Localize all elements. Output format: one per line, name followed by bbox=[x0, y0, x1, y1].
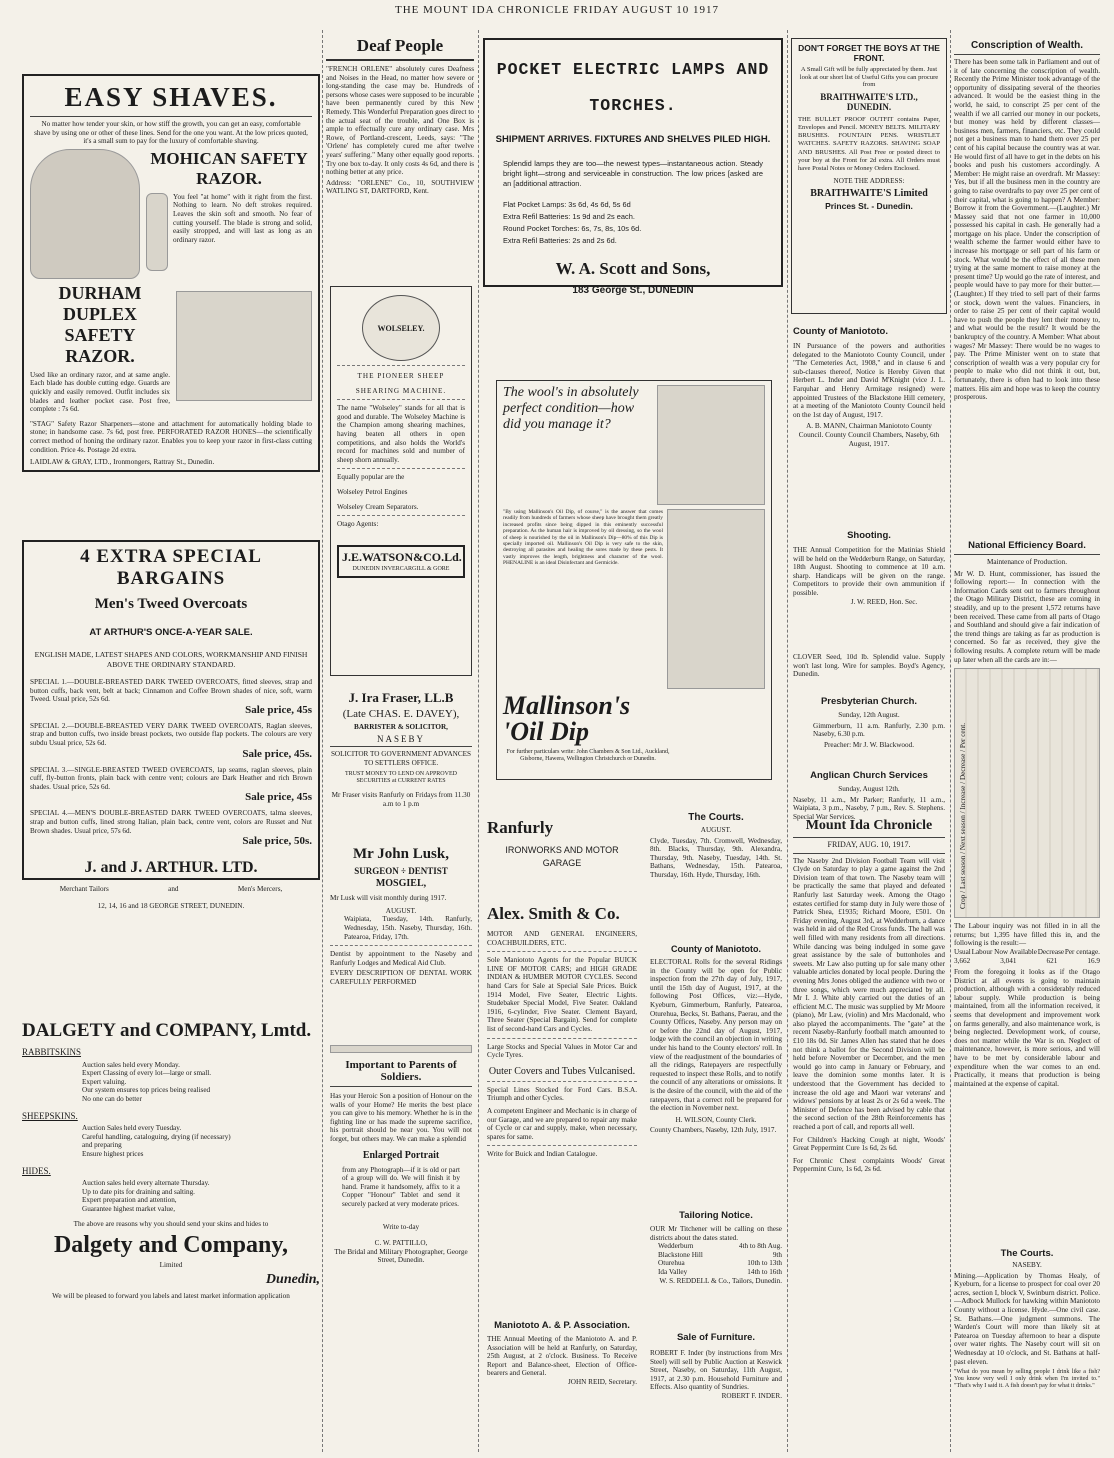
arthur-sale: AT ARTHUR'S ONCE-A-YEAR SALE. bbox=[89, 627, 253, 638]
courts-naseby-town: NASEBY. bbox=[1012, 1261, 1042, 1269]
presbyterian-date: Sunday, 12th August. bbox=[838, 711, 900, 719]
ranfurly-sub: IRONWORKS AND MOTOR GARAGE bbox=[505, 845, 619, 868]
lusk-dentist: Dentist by appointment to the Naseby and Ranfurly Lodges and Medical Aid Club. bbox=[330, 950, 472, 967]
labour-header: Per centage. bbox=[1064, 947, 1100, 956]
list-item: Guarantee highest market value, bbox=[82, 1204, 175, 1213]
parents-subtitle: Enlarged Portrait bbox=[362, 1149, 440, 1161]
ap-notice bbox=[487, 1320, 637, 1387]
furniture-sale bbox=[650, 1332, 782, 1401]
parents-body-2: from any Photograph—if it is old or part of a group will do. We will finish it by hand. Frame it handsomely, affix to it a Copper "Honour" Tablet and send it securely packed at very moderate prices. bbox=[342, 1165, 460, 1208]
column-divider bbox=[478, 30, 479, 1452]
smith-title: Alex. Smith & Co. bbox=[487, 904, 620, 923]
labour-value: 3,041 bbox=[1000, 956, 1017, 965]
easy-shaves-title: EASY SHAVES. bbox=[64, 82, 278, 112]
dalgety-reasons: The above are reasons why you should send your skins and hides to bbox=[73, 1219, 269, 1228]
arthur-lead: ENGLISH MADE, LATEST SHAPES AND COLORS, WORKMANSHIP AND FINISH ABOVE THE ORDINARY STANDARD. bbox=[34, 650, 308, 669]
ranfurly-title: Ranfurly bbox=[487, 818, 554, 837]
list-item: Auction Sales held every Tuesday. bbox=[82, 1124, 182, 1133]
shooting-title: Shooting. bbox=[847, 530, 891, 541]
fraser-town: NASEBY bbox=[376, 733, 425, 744]
deaf-address: Address: "ORLENE" Co., 10, SOUTHVIEW WATLING ST, DARTFORD, Kent. bbox=[326, 178, 474, 196]
labour-value: 16.9 bbox=[1087, 956, 1100, 965]
list-item: Expert valuing. bbox=[82, 1077, 127, 1086]
chronicle-body: The Naseby 2nd Division Football Team will visit Clyde on Saturday to play a game against the 2nd Division team of that town. The Naseby team will be practically the same that played and defeated Ranfurly last Saturday week. Among the Otago estates certified for stamp duty in July were those of Patrick Shea, £1935; Richard Moore, £501. On Friday evening, August 3rd, at Wedderburn, a dance was held in aid of the Red Cross funds. The hall was well filled with many residents from all directions. While dancing was being indulged in some gave great assistance by the sale of buttonholes and sweets. Mr Law also putting up for sale many other valuable articles donated by local people. During the evening Mrs Jones obliged the audience with two or three songs, which were much appreciated by all. Mr I. J. White ably carried out the duties of an efficient M.C. The music was supplied by Mr Moore (piano), Mr Law, (violin) and Mrs Macdonald, who also played the accompaniments. The "gate" at the recent Naseby-Ranfurly football match amounted to £10 18s 0d. Sir James Allen has stated that he does not think a ballot for the Second Division will be held before November or December, and the men would go into camp in January or February, and leave the dominion some months later. It is understood that the Government has decided to increase the old age and Maori war veterans' and widows' pensions by at least 2s or 2s 6d a week. The Minister of Defence has been advised by cable that the second section of the 28th Reinforcements has reached a port of call, and reports all well. bbox=[793, 856, 945, 1131]
lamps-body: Splendid lamps they are too—the newest types—instantaneous action. Steady bright light—strong and serviceable in construction. The low prices [asked are an [additional attraction. bbox=[503, 159, 763, 188]
arthur-trade-and: and bbox=[168, 885, 179, 894]
lusk-month: AUGUST. bbox=[385, 906, 417, 915]
chronicle-date: FRIDAY, AUG. 10, 1917. bbox=[827, 840, 911, 849]
dalgety-city: Dunedin, bbox=[265, 1271, 320, 1287]
list-item: Expert Classing of every lot—large or small. bbox=[82, 1069, 212, 1078]
deaf-title: Deaf People bbox=[326, 36, 474, 61]
farmers-illustration bbox=[657, 385, 765, 505]
arthur-item-price: Sale price, 45s bbox=[245, 703, 312, 716]
parents-write: Write to-day bbox=[382, 1222, 420, 1231]
smith-ad bbox=[487, 904, 637, 1159]
lamps-ad bbox=[483, 38, 783, 296]
dalgety-limited: Limited bbox=[159, 1261, 183, 1270]
boys-intro: A Small Gift will be fully appreciated by them. Just look at our short list of Useful Gifts you can procure from bbox=[799, 66, 939, 89]
tailor-place: Oturehua bbox=[658, 1259, 685, 1268]
wolseley-logo bbox=[362, 295, 440, 361]
column-divider bbox=[322, 30, 323, 1452]
chronicle-ad-2: For Chronic Chest complaints Woods' Great Peppermint Cure, 1s 6d, 2s 6d. bbox=[793, 1156, 945, 1174]
easy-shaves-ad bbox=[22, 74, 320, 472]
wolseley-body: The name "Wolseley" stands for all that is good and durable. The Wolseley Machine is the Champion among shearing machines, having beaten all others in open competitions, and also holds the World's record for machines sold and number of sheep shorn annually. bbox=[337, 404, 465, 464]
boys-title: DON'T FORGET THE BOYS AT THE FRONT. bbox=[798, 43, 940, 63]
fraser-role: BARRISTER & SOLICITOR, bbox=[354, 723, 448, 731]
tailoring-notice bbox=[650, 1210, 782, 1285]
sheep-illustration bbox=[667, 509, 765, 689]
ap-title: Maniototo A. & P. Association. bbox=[494, 1320, 630, 1331]
tailor-dates: 14th to 16th bbox=[747, 1267, 782, 1276]
fraser-name: J. Ira Fraser, LL.B bbox=[348, 690, 454, 705]
watson-logo bbox=[337, 545, 465, 579]
lusk-ad bbox=[330, 846, 472, 987]
pattillo-firm: The Bridal and Military Photographer, George Street, Dunedin. bbox=[334, 1247, 468, 1265]
lamps-sub: SHIPMENT ARRIVES. FIXTURES AND SHELVES PILED HIGH. bbox=[495, 134, 771, 145]
dalgety-ad bbox=[22, 1020, 320, 1440]
labour-header: Decrease bbox=[1037, 947, 1065, 956]
durham-razor-case-illustration bbox=[176, 291, 312, 401]
wolseley-line-1: Wolseley Petrol Engines bbox=[337, 487, 408, 496]
wolseley-ad bbox=[330, 286, 472, 676]
shooting-notice bbox=[793, 530, 945, 606]
arthur-item-price: Sale price, 50s. bbox=[242, 835, 312, 848]
dalgety-footer: We will be pleased to forward you labels and latest market information application bbox=[52, 1291, 290, 1300]
tailor-place: Ida Valley bbox=[658, 1267, 688, 1276]
conscription-title: Conscription of Wealth. bbox=[970, 40, 1084, 51]
chronicle-column bbox=[793, 818, 945, 1174]
mallinson-brand: Mallinson's 'Oil Dip bbox=[503, 691, 631, 746]
fraser-trust: TRUST MONEY TO LEND ON APPROVED SECURITIES at CURRENT RATES bbox=[345, 771, 457, 785]
arthur-item-text: SPECIAL 4.—MEN'S DOUBLE-BREASTED DARK TWEED OVERCOATS, talma sleeves, strap and button cuffs, lined strong Italian, plain back, centre vent, colors are Russet and Nut Brown shades. Usual price, 57s 6d. bbox=[30, 809, 312, 835]
stag-sharpeners-text: "STAG" Safety Razor Sharpeners—stone and attachment for automatically holding blade to stone; in handsome case. 7s 6d, post free. PERFORATED RAZOR HONES—the scientifically correct method of honing the ordinary razor. Enables you to keep your razor in first-class cutting condition. Price 4s. Postage 2d extra. bbox=[30, 419, 312, 454]
county-cemetery-body: IN Pursuance of the powers and authorities delegated to the Maniototo County Council, under "The Cemeteries Act, 1908," and in clause 6 and sub-clauses thereof, Notice is Hereby Given that Herbert L. Inder and David M'Knight (vice J. L. Farquhar and Henry Armitage resigned) were appointed Trustees of the Blackstone Hill cemetery, at a meeting of the Maniototo County Council held on the 1st day of August, 1917. bbox=[793, 342, 945, 419]
mallinson-headline: The wool's in absolutely perfect condition—how did you manage it? bbox=[503, 385, 639, 432]
arthur-item bbox=[30, 809, 312, 847]
presbyterian-notice bbox=[793, 696, 945, 749]
list-item: Careful handling, cataloguing, drying (if necessary) bbox=[82, 1132, 231, 1141]
lamps-title: POCKET ELECTRIC LAMPS AND TORCHES. bbox=[496, 60, 770, 115]
boys-big: BRAITHWAITE'S Limited bbox=[810, 187, 928, 199]
arthur-trade-a: Merchant Tailors bbox=[59, 885, 109, 894]
courts-list: Clyde, Tuesday, 7th. Cromwell, Wednesday, 8th. Blacks, Thursday, 9th. Alexandra, Thursday, 9th. Naseby, Tuesday, 14th. St. Bathans, Wednesday, 15th. Patearoa, Thursday, 16th. Hyde, Thursday, 16th. bbox=[650, 836, 782, 879]
parents-body: Has your Heroic Son a position of Honour on the walls of your Home? He merits the best place you can give to his memory. Whether he is in the fighting line or has made the supreme sacrifice, his portrait should be near you. You will not forget, but others may. We can make a splendid bbox=[330, 1092, 472, 1143]
ornamental-banner bbox=[330, 1045, 472, 1053]
shooting-sign: J. W. REED, Hon. Sec. bbox=[850, 597, 918, 606]
page-masthead: THE MOUNT IDA CHRONICLE FRIDAY AUGUST 10 1917 bbox=[395, 4, 719, 16]
list-item: Auction sales held every Monday. bbox=[82, 1060, 180, 1069]
chronicle-ad-1: For Children's Hacking Cough at night, Woods' Great Peppermint Cure 1s 6d, 2s 6d. bbox=[793, 1135, 945, 1153]
lamp-price-line: Extra Refil Batteries: 1s 9d and 2s each. bbox=[503, 212, 635, 221]
clover-text: CLOVER Seed, 10d lb. Splendid value. Supply won't last long. Wire for samples. Boyd's Agency, Dunedin. bbox=[793, 653, 945, 679]
arthur-item-text: SPECIAL 2.—DOUBLE-BREASTED VERY DARK TWEED OVERCOATS, Raglan sleeves, strap and button cuffs, two inside breast pockets, two outside flap pockets. The colours are very subdu Usual price, 52s 6d. bbox=[30, 721, 312, 747]
tailor-dates: 10th to 13th bbox=[747, 1259, 782, 1268]
lusk-visit: Mr Lusk will visit monthly during 1917. bbox=[330, 894, 447, 903]
easy-shaves-intro: No matter how tender your skin, or how stiff the growth, you can get an easy, comfortable shave by using one or other of these lines. Send for the one you want. At the low prices quoted, it's a small sum to pay for the luxury of comfortable shaving. bbox=[34, 120, 308, 146]
anglican-title: Anglican Church Services bbox=[810, 770, 928, 781]
labour-value: 621 bbox=[1046, 956, 1058, 965]
arthur-item-price: Sale price, 45s. bbox=[242, 747, 312, 760]
county-electoral-title: County of Maniototo. bbox=[671, 944, 761, 954]
tailor-row bbox=[650, 1259, 782, 1268]
list-item: Ensure highest prices bbox=[82, 1149, 144, 1158]
lamp-price-line: Extra Refil Batteries: 2s and 2s 6d. bbox=[503, 236, 617, 245]
arthur-item-price: Sale price, 45s bbox=[245, 791, 312, 804]
courts-naseby-article bbox=[954, 1248, 1100, 1390]
arthur-item-text: SPECIAL 3.—SINGLE-BREASTED TWEED OVERCOATS, lap seams, raglan sleeves, plain cuff, fly-button fronts, plain back with centre vent; colours are Dark Heather and rich Brown shades. Usual price, 52s 6d. bbox=[30, 765, 312, 791]
arthur-item bbox=[30, 722, 312, 760]
tailor-row bbox=[650, 1251, 782, 1260]
column-divider bbox=[950, 30, 951, 1452]
scott-firm: W. A. Scott and Sons, bbox=[555, 259, 711, 278]
watson-sub: DUNEDIN INVERCARGILL & GORE bbox=[352, 565, 450, 572]
tailor-dates: 4th to 8th Aug. bbox=[738, 1242, 782, 1251]
arthur-subtitle: Men's Tweed Overcoats bbox=[94, 596, 248, 612]
fraser-govt: SOLICITOR TO GOVERNMENT ADVANCES TO SETTLERS OFFICE. bbox=[330, 750, 472, 767]
smith-stocks: Large Stocks and Special Values in Motor Car and Cycle Tyres. bbox=[487, 1042, 637, 1060]
wolseley-also: Equally popular are the bbox=[337, 473, 405, 482]
presbyterian-title: Presbyterian Church. bbox=[820, 696, 918, 707]
clover-notice bbox=[793, 653, 945, 679]
conscription-article bbox=[954, 40, 1100, 402]
wolseley-line-2: Wolseley Cream Separators. bbox=[337, 502, 419, 511]
list-item: Expert preparation and attention, bbox=[82, 1196, 177, 1205]
production-table bbox=[954, 668, 1100, 918]
presbyterian-preacher: Preacher: Mr J. W. Blackwood. bbox=[823, 740, 915, 749]
deaf-body: "FRENCH ORLENE" absolutely cures Deafness and Noises in the Head, no matter how severe or long-standing the case may be. Hundreds of persons whose cases were supposed to be incurable have been permanently cured by this New Remedy. This Wonderful Preparation goes direct to the actual seat of the trouble, and One Box is ample to effectually cure any ordinary case. Mrs Rowe, of Portland-crescent, Leeds, says: "The 'Orlene' has completely cured me after twelve years' suffering." Many other equally good reports. Try one box to-day. It only costs 4s 6d, and there is nothing better at any price. bbox=[326, 65, 474, 177]
easy-shaves-firm: LAIDLAW & GRAY, LTD., Ironmongers, Rattray St., Dunedin. bbox=[30, 458, 215, 467]
county-electoral-notice bbox=[650, 944, 782, 1135]
tailor-row bbox=[650, 1242, 782, 1251]
mallinson-body: "By using Mallinson's Oil Dip, of course," is the answer that comes readily from hundreds of farmers whose sheep have brought them greatly increased profits since being dipped in this eminently successful preparation. As the human hair is improved by oil dressing, so the wool of sheep is nourished by the oil in Mallinson's Dip—80% of this Dip is specially imported oil. Mallinson's Oil Dip is very safe to the skin, destroying all parasites and healing the sores made by these pests. It vastly improves the length, brightness and character of the wool. PHENALINE is an ideal Disinfectant and Germicide. bbox=[503, 509, 663, 567]
county-electoral-date: County Chambers, Naseby, 12th July, 1917. bbox=[650, 1126, 777, 1135]
tailor-place: Wedderburn bbox=[658, 1242, 694, 1251]
dalgety-big-name: Dalgety and Company, bbox=[53, 1232, 289, 1259]
courts-title: The Courts. bbox=[688, 812, 744, 823]
efficiency-body: Mr W. D. Hunt, commissioner, has issued the following report:— In connection with the Information Cards sent out to farmers throughout the Otago Military District, these are coming in steadily, and up to the present 1,572 returns have been received. These came from all parts of Otago and Southland and should give a fair indication of the trend things are taking as far as production is concerned. So far as received, they give the following results. A complete return will be made up later when all the cards are in:— bbox=[954, 569, 1100, 664]
boys-address: Princes St. - Dunedin. bbox=[825, 200, 913, 211]
lamp-price-line: Flat Pocket Lamps: 3s 6d, 4s 6d, 5s 6d bbox=[503, 200, 631, 209]
arthur-address: 12, 14, 16 and 18 GEORGE STREET, DUNEDIN. bbox=[97, 901, 245, 910]
watson-name: J.E.WATSON&CO.Ld. bbox=[342, 549, 462, 564]
labour-header: Usual bbox=[954, 947, 971, 956]
courts-month: AUGUST. bbox=[700, 826, 732, 834]
shooting-body: THE Annual Competition for the Matinias Shield will be held on the Wedderburn Range, on Saturday, 18th August. Shooting to commence at 10 a.m. sharp. Handicaps will be given on the range. Competitors to provide their own ammunition if possible. bbox=[793, 546, 945, 597]
shaving-man-illustration bbox=[30, 149, 140, 279]
courts-ad bbox=[650, 812, 782, 880]
lamp-price-line: Round Pocket Torches: 6s, 7s, 8s, 10s 6d. bbox=[503, 224, 642, 233]
boys-note: NOTE THE ADDRESS: bbox=[833, 177, 905, 186]
courts-naseby-body: Mining.—Application by Thomas Healy, of Kyeburn, for a license to prospect for coal over 20 acres, section I, block V, Swinburn district. Police.—Adbock Mullock for hawking within Maniototo County without a license. Hyde.—One civil case. St. Bathans.—One judgment summons. The Warden's Court will more than likely sit at Patearoa on Tuesday afternoon to hear a dispute over water rights. The Naseby court will sit on Wednesday at 10 o'clock, and St. Bathans at half-past eleven. bbox=[954, 1271, 1100, 1366]
durham-text: Used like an ordinary razor, and at same angle. Each blade has double cutting edge. Guards are quickly and easily removed. Outfit includes six blades and leather pocket case. Post free, complete : 7s 6d. bbox=[30, 370, 170, 414]
fraser-late: (Late CHAS. E. DAVEY), bbox=[342, 708, 460, 720]
lusk-dates: Waipiata, Tuesday, 14th. Ranfurly, Wednesday, 15th. Naseby, Thursday, 16th. Patearoa, Friday, 17th. bbox=[344, 915, 472, 941]
pattillo-name: C. W. PATTILLO, bbox=[374, 1239, 428, 1248]
column-divider bbox=[787, 30, 788, 1452]
anglican-notice bbox=[793, 770, 945, 821]
smith-body: Sole Maniototo Agents for the Popular BUICK LINE OF MOTOR CARS; and HIGH GRADE INDIAN & HUMBER MOTOR CYCLES. Second hand Cars for Sale at Special Sale Prices. Buick 1914 Model, Five Seater, Electric Lights. Studebaker Special Model, Five Seater. Oakland 1916, 6-cylinder, Five Seater. Clement Bayard, Three Seater (Special Bargain). Send for complete list of second-hand Cars and Cycles. bbox=[487, 956, 637, 1033]
wolseley-agents: Otago Agents: bbox=[337, 520, 379, 529]
efficiency-title: National Efficiency Board. bbox=[968, 540, 1086, 551]
anglican-body: Naseby, 11 a.m., Mr Parker; Ranfurly, 11 a.m., Waipiata, 3 p.m., Naseby, 7 p.m., Rev. S. Stephens. Special War Services. bbox=[793, 795, 945, 821]
mohican-text: You feel "at home" with it right from the first. Nothing to learn. No deft strokes required. Leaves the skin soft and smooth. No fear of cutting yourself. The blade is strong and solid, easily stropped, and will last as long as an ordinary razor. bbox=[173, 192, 312, 244]
list-item: Up to date pits for draining and salting. bbox=[82, 1187, 195, 1196]
furniture-sign: ROBERT F. INDER. bbox=[721, 1391, 782, 1400]
furniture-body: ROBERT F. Inder (by instructions from Mrs Steel) will sell by Public Auction at Keswick Street, Naseby, on Saturday, 11th August, 1917, at 2.30 p.m. Household Furniture and Effects. Also quantity of Sundries. bbox=[650, 1349, 782, 1392]
conscription-body: There has been some talk in Parliament and out of it of late concerning the conscription of wealth. Recently the Prime Minister took advantage of the opportunity of dissipating several of the theories advanced. It would be the easiest thing in the world, he said, to conscript 25 per cent of the wealth if we all carried our money in our pockets, but money was held by different classes—business men, farmers, financiers, etc. They could not get a business man to hand them over 25 per cent of his capital because the country was at war. He would first of all have to get in the debts on his books and push his customers accordingly. A Member: He might raise an overdraft. Mr Massey: Yes, but if all the business men in the country are going to raise overdrafts to pay over 25 per cent of their capital, what is going to happen? A Member: Borrow it from the Government.—(Laughter.) Mr Massey said that not one farmer in 10,000 possessed his capital in cash. He generally had a mortgage on his place. Under the conscription of wealth scheme the farmer would either have to increase his mortgage or sell part of his farm or stock. What would be the effect of all these men trying at the same moment to raise money at the present time? Up would go the rate of interest, and people would have to pay more for their butter.—(Laughter.) If they tried to sell part of their farms or stock, down went the values. Financiers, in order to raise 25 per cent of their capital would have to push the people they lent their money to, and what would be the result? It would be the bankruptcy of the country. A Member: What about wages? Mr Massey: There would be no wages to pay. The Prime Minister went on to state that conscription of wealth was a very popular cry for people to make who did not think it out, but, fortunately, there is often had to look into these matters. His aim and hope was to keep the country prosperous. bbox=[954, 58, 1100, 402]
tailor-dates: 9th bbox=[772, 1250, 782, 1259]
hides-heading: HIDES. bbox=[22, 1165, 51, 1176]
wolseley-heading-1: THE PIONEER SHEEP bbox=[357, 372, 445, 380]
dalgety-title: DALGETY and COMPANY, Lmtd. bbox=[22, 1020, 312, 1041]
arthur-item bbox=[30, 678, 312, 716]
chronicle-title: Mount Ida Chronicle bbox=[805, 818, 933, 833]
smith-sub: MOTOR AND GENERAL ENGINEERS, COACHBUILDERS, ETC. bbox=[487, 930, 637, 947]
fraser-ad bbox=[330, 690, 472, 809]
tailoring-firm: W. S. REDDELL & Co., Tailors, Dunedin. bbox=[659, 1276, 782, 1285]
list-item: Our system ensures top prices being realised bbox=[82, 1086, 211, 1095]
county-electoral-sign: H. WILSON, County Clerk. bbox=[675, 1115, 757, 1124]
lusk-role: SURGEON ÷ DENTIST bbox=[354, 866, 448, 876]
wolseley-logo-text: WOLSELEY. bbox=[377, 323, 425, 333]
county-electoral-body: ELECTORAL Rolls for the several Ridings in the County will be open for Public inspection from the 27th day of July, 1917, until the 15th day of August, 1917, at the following Post Offices, viz:—Hyde, Kyeburn, Gimmerburn, Ranfurly, Patearoa, Oturehua, Becks, St. Bathans, Paerau, and the County Offices, Naseby. Any person may on or before the 22nd day of August, 1917, lodge with the council an objection in writing under his hand to the County electors' roll. In view of the readjustment of the boundaries of all the ridings, Ratepayers are respectfully requested to inspect these Rolls, and to notify the council of any alterations or omissions. It is the desire of the council, with the aid of the ratepayers, that a correct roll be prepared for the election in November next. bbox=[650, 958, 782, 1113]
presbyterian-list: Gimmerburn, 11 a.m. Ranfurly, 2.30 p.m. Naseby, 6.30 p.m. bbox=[813, 721, 945, 739]
ranfurly-ad bbox=[487, 818, 637, 870]
sheepskins-heading: SHEEPSKINS. bbox=[22, 1110, 78, 1121]
arthur-item-text: SPECIAL 1.—DOUBLE-BREASTED DARK TWEED OVERCOATS, fitted sleeves, strap and button cuffs, back vent, belt at back; Cinnamon and Coffee Brown shades of nice, soft, warm Tweed. Usual price, 52s 6d. bbox=[30, 678, 312, 704]
smith-mech: A competent Engineer and Mechanic is in charge of our Garage, and we are prepared to repair any make of Cycle or car and supply, make, when necessary, spares for same. bbox=[487, 1106, 637, 1141]
labour-header: Labour Now Available bbox=[971, 947, 1037, 956]
mohican-title: MOHICAN SAFETY RAZOR. bbox=[150, 148, 308, 188]
efficiency-body-2: From the foregoing it looks as if the Otago District at all events is going to maintain production, although with a considerably reduced labour supply. While production is being maintained, from all the information received, it seems that development and improvement work on farms generally, and also maintenance work, is being neglected. Development work, of course, does not matter while the War is on. Neglect of maintenance, however, is more serious, and will have to be met by considerable labour and expenditure when the war comes to an end. Practically, it means that production is being maintained at the expense of capital. bbox=[954, 968, 1100, 1088]
list-item: Auction sales held every alternate Thursday. bbox=[82, 1179, 210, 1188]
courts-naseby-joke: "What do you mean by selling people I drink like a fish? You know very well I only drink when I'm invited to." "That's why I said it. A fish doesn't pay for what it drinks." bbox=[954, 1369, 1100, 1390]
furniture-title: Sale of Furniture. bbox=[676, 1332, 756, 1343]
list-item: No one can do better bbox=[82, 1094, 142, 1103]
arthur-bargains-ad bbox=[22, 540, 320, 910]
county-cemetery-title: County of Maniototo. bbox=[793, 326, 888, 337]
anglican-date: Sunday, August 12th. bbox=[838, 785, 900, 793]
tailoring-body: OUR Mr Titchener will be calling on these districts about the dates stated. bbox=[650, 1225, 782, 1242]
arthur-trade-b: Men's Mercers, bbox=[237, 885, 283, 894]
tailoring-title: Tailoring Notice. bbox=[679, 1210, 753, 1221]
boys-firm: BRAITHWAITE'S LTD., DUNEDIN. bbox=[820, 91, 918, 112]
tailor-place: Blackstone Hill bbox=[658, 1250, 703, 1259]
list-item: and preparing bbox=[82, 1141, 122, 1150]
scott-address: 183 George St., DUNEDIN bbox=[572, 285, 694, 296]
wolseley-heading-2: SHEARING MACHINE. bbox=[355, 386, 447, 395]
smith-lines: Special Lines Stocked for Ford Cars. B.S.A. Triumph and other Cycles. bbox=[487, 1085, 637, 1103]
lusk-name: Mr John Lusk, bbox=[352, 846, 449, 862]
labour-value: 3,662 bbox=[954, 956, 971, 965]
parents-ad bbox=[330, 1045, 472, 1265]
efficiency-article bbox=[954, 540, 1100, 1088]
arthur-title: 4 EXTRA SPECIAL BARGAINS bbox=[80, 546, 262, 589]
smith-write: Write for Buick and Indian Catalogue. bbox=[487, 1150, 598, 1159]
efficiency-labour: The Labour inquiry was not filled in in all the returns; but 1,395 have filled this in, and the following is the result:— bbox=[954, 922, 1100, 948]
arthur-firm: J. and J. ARTHUR. LTD. bbox=[84, 859, 258, 877]
courts-naseby-title: The Courts. bbox=[1000, 1248, 1054, 1259]
mallinson-ad bbox=[496, 380, 772, 780]
rabbitskins-heading: RABBITSKINS bbox=[22, 1047, 82, 1057]
mallinson-agents: For further particulars write: John Chambers & Son Ltd., Auckland, Gisborne, Hawera, Wellington Christchurch or Dunedin. bbox=[506, 749, 670, 762]
county-cemetery-sign: A. B. MANN, Chairman Maniototo County Council. County Council Chambers, Naseby, 6th August, 1917. bbox=[798, 422, 940, 448]
lusk-every: EVERY DESCRIPTION OF DENTAL WORK CAREFULLY PERFORMED bbox=[330, 969, 472, 986]
efficiency-sub: Maintenance of Production. bbox=[986, 558, 1068, 566]
braithwaite-ad bbox=[791, 38, 947, 314]
ap-sign: JOHN REID, Secretary. bbox=[568, 1377, 637, 1386]
tailor-row bbox=[650, 1268, 782, 1277]
ap-body: THE Annual Meeting of the Maniototo A. and P. Association will be held at Ranfurly, on Saturday, 25th August, at 2 o'clock. Business. To Receive Report and Balance-sheet, Election of Office-bearers and General. bbox=[487, 1335, 637, 1378]
arthur-item bbox=[30, 766, 312, 804]
parents-title: Important to Parents of Soldiers. bbox=[345, 1059, 457, 1083]
mohican-razor-illustration bbox=[146, 193, 168, 271]
production-table-caption: Crop / Last season / Next season / Increase / Decrease / Per cent. bbox=[959, 723, 967, 910]
durham-title: DURHAM DUPLEX SAFETY RAZOR. bbox=[58, 282, 142, 366]
county-cemetery-notice bbox=[793, 326, 945, 448]
lusk-town: MOSGIEL, bbox=[375, 877, 427, 889]
deaf-ad bbox=[326, 36, 474, 196]
fraser-visits: Mr Fraser visits Ranfurly on Fridays from 11.30 a.m to 1 p.m bbox=[331, 791, 471, 808]
smith-covers: Outer Covers and Tubes Vulcanised. bbox=[488, 1065, 636, 1077]
boys-items: THE BULLET PROOF OUTFIT contains Paper, Envelopes and Pencil. MONEY BELTS. MILITARY BRUSHES. FOUNTAIN PENS. WRISTLET WATCHES. SAFETY RAZORS. SHAVING SOAP AND BRUSHES. All Post Free or posted direct to your boy at the Front for 2d extra. All Orders must have Postal Notes or Money Orders Enclosed. bbox=[798, 115, 940, 172]
